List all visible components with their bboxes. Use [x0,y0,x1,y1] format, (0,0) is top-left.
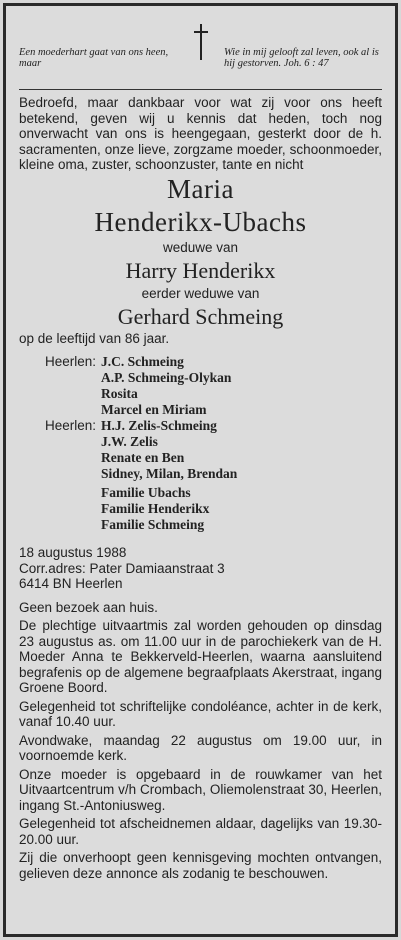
obituary-frame [3,3,398,937]
correspondence-address: Corr.adres: Pater Damiaanstraat 3 [19,560,225,576]
notice: Onze moeder is opgebaard in de rouwkamer van het Uitvaartcentrum v/h Crombach, Oliemolenstraat 30, Heerlen, ingang St.-Antoniusweg. [19,766,382,813]
header [19,19,382,91]
cross-icon [193,24,209,60]
obituary-content [19,19,382,924]
address-block [19,545,382,592]
deceased-surname: Henderikx-Ubachs [94,206,307,237]
quote-right: Wie in mij gelooft zal leven, ook al is hij gestorven. Joh. 6 : 47 [224,47,379,69]
earlier-widow-label: eerder weduwe van [141,285,260,301]
family-name: Familie Ubachs [101,485,191,500]
family-member: Marcel en Miriam [101,402,207,417]
family-name: Familie Henderikx [101,501,210,516]
family-group-2 [19,418,382,482]
husband-name: Harry Henderikx [125,257,276,283]
age-text: op de leeftijd van 86 jaar. [19,330,170,346]
family-member: Rosita [101,386,138,401]
family-list [19,354,382,533]
family-member: Sidney, Milan, Brendan [101,466,238,481]
family-groups [101,485,382,533]
earlier-husband-name: Gerhard Schmeing [117,303,284,329]
notice: De plechtige uitvaartmis zal worden gehouden op dinsdag 23 augustus as. om 11.00 uur in de parochiekerk van de H. Moeder Anna te Bekkerveld-Heerlen, waarna aansluitend begrafenis op de algemene begraafplaats Akerstraat, ingang Groene Boord. [19,618,382,695]
notice: Avondwake, maandag 22 augustus om 19.00 uur, in voornoemde kerk. [19,732,382,763]
notice: Geen bezoek aan huis. [19,599,158,615]
family-member: Renate en Ben [101,450,185,465]
family-member: A.P. Schmeing-Olykan [101,370,232,385]
deceased-first-name: Maria [167,173,234,204]
family-member: J.W. Zelis [101,434,158,449]
notice: Gelegenheid tot afscheidnemen aldaar, dagelijks van 19.30-20.00 uur. [19,816,382,847]
postal-code-city: 6414 BN Heerlen [19,576,123,591]
family-place: Heerlen: [44,418,96,433]
header-divider [19,89,382,90]
family-member: H.J. Zelis-Schmeing [101,418,217,433]
family-group-1 [19,354,382,418]
widow-of-label: weduwe van [162,239,239,255]
announcement-date: 18 augustus 1988 [19,545,127,560]
family-place: Heerlen: [44,354,96,369]
intro-text: Bedroefd, maar dankbaar voor wat zij voor ons heeft betekend, geven wij u kennis dat heden, toch nog onverwacht van ons is heengegaan, gesterkt door de h. sacramenten, onze lieve, zorgzame moeder, schoonmoeder, kleine oma, zuster, schoonzuster, tante en nicht [19,95,382,172]
family-member: J.C. Schmeing [101,354,184,369]
notice: Gelegenheid tot schriftelijke condoléance, achter in de kerk, vanaf 10.40 uur. [19,698,382,729]
family-name: Familie Schmeing [101,517,205,532]
quote-left: Een moederhart gaat van ons heen, maar [19,47,169,69]
notice: Zij die onverhoopt geen kennisgeving mochten ontvangen, gelieven deze annonce als zodanig te beschouwen. [19,850,382,881]
